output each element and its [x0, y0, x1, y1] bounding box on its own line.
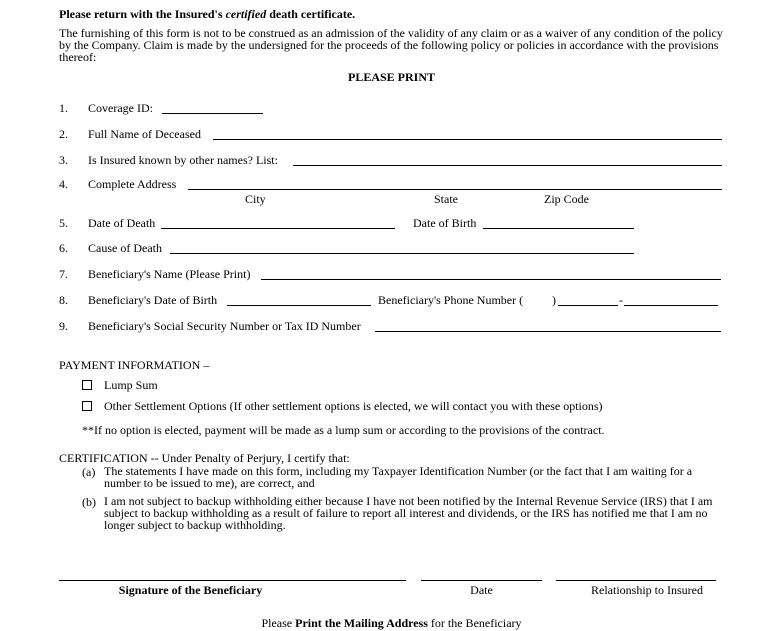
relationship-label: Relationship to Insured — [591, 583, 703, 597]
address-label: Complete Address — [88, 177, 177, 191]
full-name-field[interactable] — [213, 139, 722, 140]
phone-line-field[interactable] — [624, 305, 718, 306]
ssn-label: Beneficiary's Social Security Number or Tax ID Number — [88, 319, 361, 333]
lump-sum-checkbox[interactable] — [82, 380, 92, 390]
item-number-5: 5. — [59, 216, 68, 230]
certification-heading: CERTIFICATION -- Under Penalty of Perjury, I certify that: — [59, 451, 350, 465]
cert-a-text: The statements I have made on this form, including my Taxpayer Identification Number (or the fact that I am waiting for a number to be issued to me), are correct, and — [104, 464, 693, 490]
full-name-label: Full Name of Deceased — [88, 127, 201, 141]
cause-of-death-field[interactable] — [170, 253, 634, 254]
please-print-heading: PLEASE PRINT — [347, 70, 436, 84]
mailing-address-instruction — [0, 616, 770, 631]
footer-text-bold: Print the Mailing Address — [295, 616, 428, 630]
phone-paren-close: ) — [552, 293, 556, 307]
city-label: City — [245, 192, 266, 206]
ssn-field[interactable] — [375, 331, 721, 332]
return-text-post: death certificate. — [266, 7, 356, 21]
date-line[interactable] — [421, 580, 542, 581]
other-options-label: Other Settlement Options (If other settlement options is elected, we will contact you with these options) — [104, 399, 603, 413]
item-number-3: 3. — [59, 153, 68, 167]
beneficiary-dob-field[interactable] — [227, 305, 371, 306]
lump-sum-label: Lump Sum — [104, 378, 158, 392]
other-names-label: Is Insured known by other names? List: — [88, 153, 278, 167]
date-label: Date — [470, 583, 493, 597]
item-number-7: 7. — [59, 267, 68, 281]
address-field[interactable] — [188, 189, 722, 190]
zip-label: Zip Code — [544, 192, 589, 206]
footer-text-pre: Please — [261, 616, 296, 630]
other-options-option[interactable] — [82, 399, 603, 414]
cert-b-text: I am not subject to backup withholding either because I have not been notified by the Internal Revenue Service (IRS) that I am subject to backup withholding as a result of failure to report all interest and dividends, or the IRS has notified me that I am no longer subject to backup withholding. — [104, 494, 713, 532]
relationship-line[interactable] — [556, 580, 716, 581]
item-number-4: 4. — [59, 177, 68, 191]
date-of-death-label: Date of Death — [88, 216, 156, 230]
item-number-9: 9. — [59, 319, 68, 333]
footer-text-post: for the Beneficiary — [427, 616, 522, 630]
cert-b-label: (b) — [82, 495, 96, 509]
payment-heading: PAYMENT INFORMATION – — [59, 358, 210, 372]
other-names-field[interactable] — [293, 165, 722, 166]
coverage-id-label: Coverage ID: — [88, 101, 153, 115]
date-of-death-field[interactable] — [161, 228, 395, 229]
item-number-1: 1. — [59, 101, 68, 115]
item-number-8: 8. — [59, 293, 68, 307]
item-number-6: 6. — [59, 241, 68, 255]
return-instruction — [59, 7, 355, 22]
payment-note: **If no option is elected, payment will be made as a lump sum or according to the provisions of the contract. — [82, 423, 605, 437]
cause-of-death-label: Cause of Death — [88, 241, 162, 255]
return-text-pre: Please return with the Insured's — [59, 7, 226, 21]
item-number-2: 2. — [59, 127, 68, 141]
return-text-em: certified — [225, 7, 267, 21]
phone-prefix-field[interactable] — [558, 305, 618, 306]
signature-line[interactable] — [59, 580, 406, 581]
beneficiary-phone-label: Beneficiary's Phone Number ( — [378, 293, 524, 307]
cert-a-label: (a) — [82, 465, 96, 479]
phone-dash: - — [619, 293, 623, 307]
beneficiary-name-field[interactable] — [261, 279, 721, 280]
date-of-birth-field[interactable] — [483, 228, 634, 229]
lump-sum-option[interactable] — [82, 378, 158, 393]
coverage-id-field[interactable] — [162, 113, 263, 114]
beneficiary-name-label: Beneficiary's Name (Please Print) — [88, 267, 251, 281]
state-label: State — [434, 192, 458, 206]
notice-paragraph: The furnishing of this form is not to be construed as an admission of the validity of any claim or as a waiver of any condition of the policy by the Company. Claim is made by the undersigned for the proceeds of the following policy or policies in accordance with the provisions thereof: — [59, 26, 723, 64]
signature-label: Signature of the Beneficiary — [118, 583, 263, 597]
beneficiary-dob-label: Beneficiary's Date of Birth — [88, 293, 218, 307]
date-of-birth-label: Date of Birth — [413, 216, 477, 230]
other-options-checkbox[interactable] — [82, 401, 92, 411]
